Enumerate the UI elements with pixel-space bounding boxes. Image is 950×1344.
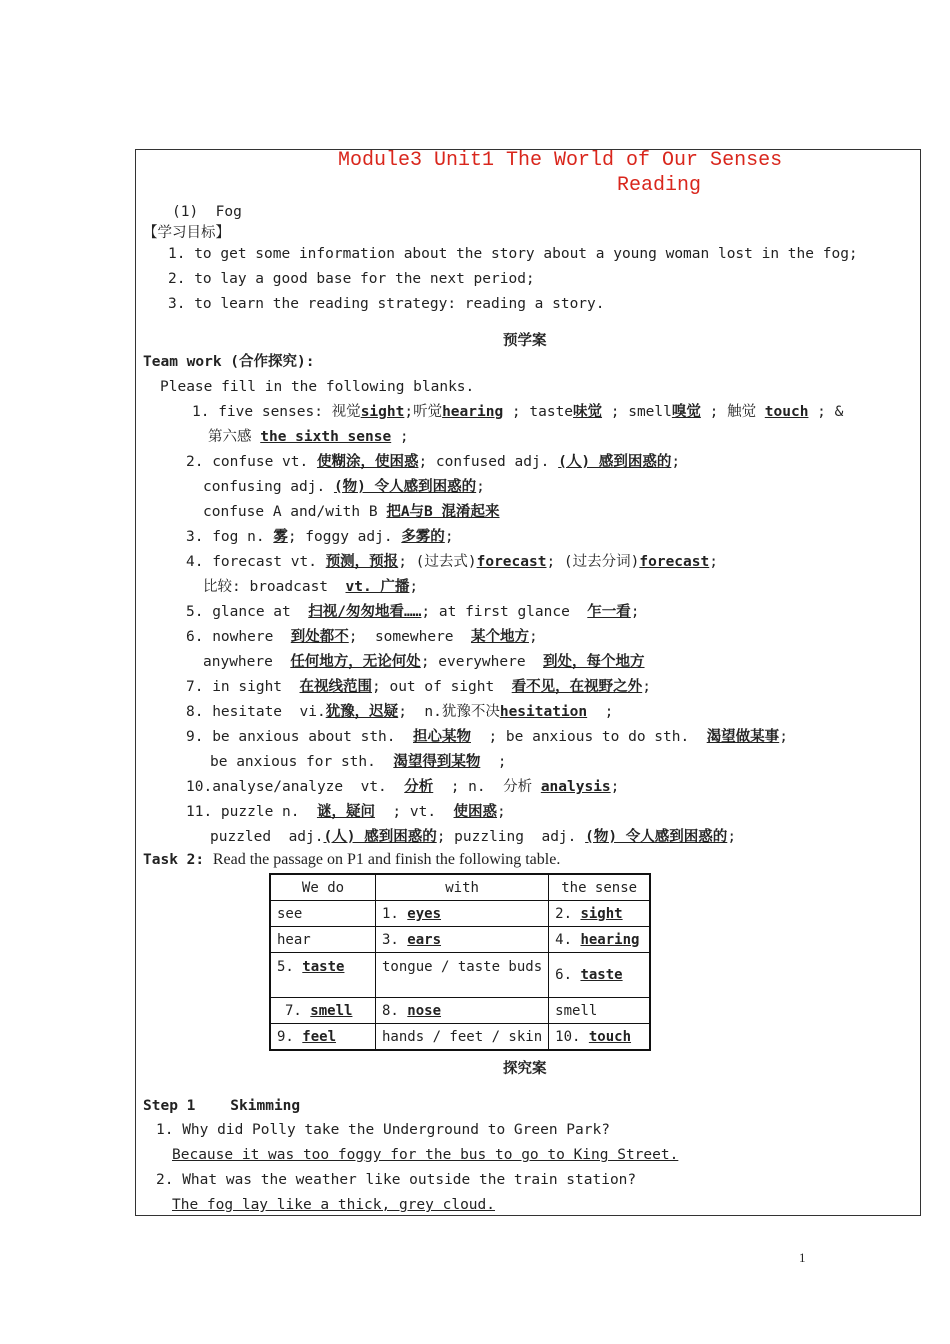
table-cell: 6. taste — [549, 953, 651, 998]
vocab-line-6: 6. nowhere 到处都不; somewhere 某个地方; — [186, 629, 538, 645]
page-number: 1 — [799, 1250, 806, 1265]
table-cell: 5. taste — [270, 953, 376, 998]
table-row — [270, 1024, 650, 1051]
explore-heading: 探究案 — [503, 1061, 547, 1077]
table-cell: 4. hearing — [549, 927, 651, 953]
table-cell: see — [270, 901, 376, 927]
lesson-label: (1) Fog — [172, 204, 242, 220]
vocab-line-4: 4. forecast vt. 预测，预报; (过去式)forecast; (过去分词)forecast; — [186, 554, 718, 570]
table-cell: hear — [270, 927, 376, 953]
vocab-line-5: 5. glance at 扫视/匆匆地看……; at first glance 乍一看; — [186, 604, 640, 620]
vocab-line-2b: confusing adj. (物) 令人感到困惑的; — [203, 479, 485, 495]
task2-label: Task 2: — [143, 852, 205, 868]
vocab-line-6b: anywhere 任何地方，无论何处; everywhere 到处，每个地方 — [203, 654, 645, 670]
table-header: We do — [270, 874, 376, 901]
table-cell: tongue / taste buds — [376, 953, 549, 998]
vocab-line-9b: be anxious for sth. 渴望得到某物 ; — [210, 754, 507, 770]
vocab-line-1b: 第六感 the sixth sense ; — [208, 429, 409, 445]
table-cell: 10. touch — [549, 1024, 651, 1051]
senses-table — [269, 873, 651, 1051]
vocab-line-4b: 比较: broadcast vt. 广播; — [203, 579, 419, 595]
vocab-line-3: 3. fog n. 雾; foggy adj. 多雾的; — [186, 529, 454, 545]
task2-text: Read the passage on P1 and finish the following table. — [212, 851, 561, 868]
table-header-row — [270, 874, 650, 901]
vocab-line-1: 1. five senses: 视觉sight;听觉hearing ; taste味觉 ; smell嗅觉 ; 触觉 touch ; & — [192, 404, 844, 420]
team-work-heading: Team work (合作探究): — [143, 354, 315, 370]
table-cell: 3. ears — [376, 927, 549, 953]
table-row — [270, 901, 650, 927]
answer-2: The fog lay like a thick, grey cloud. — [172, 1197, 496, 1213]
table-row — [270, 998, 650, 1024]
objectives-heading: 【学习目标】 — [143, 225, 230, 241]
page-subtitle: Reading — [617, 174, 702, 197]
vocab-line-10: 10.analyse/analyze vt. 分析 ; n. 分析 analysis; — [186, 779, 620, 795]
question-1: 1. Why did Polly take the Underground to Green Park? — [156, 1122, 610, 1138]
objective-item: 2. to lay a good base for the next period; — [168, 271, 535, 287]
instruction: Please fill in the following blanks. — [160, 379, 475, 395]
objective-item: 1. to get some information about the story about a young woman lost in the fog; — [168, 246, 858, 262]
table-cell: smell — [549, 998, 651, 1024]
vocab-line-11b: puzzled adj.(人) 感到困惑的; puzzling adj. (物) 令人感到困惑的; — [210, 829, 737, 845]
vocab-line-2c: confuse A and/with B 把A与B 混淆起来 — [203, 504, 500, 520]
vocab-line-7: 7. in sight 在视线范围; out of sight 看不见，在视野之外; — [186, 679, 651, 695]
vocab-line-8: 8. hesitate vi.犹豫，迟疑; n.犹豫不决hesitation ; — [186, 704, 614, 720]
answer-1: Because it was too foggy for the bus to go to King Street. — [172, 1147, 679, 1163]
table-cell: 7. smell — [270, 998, 376, 1024]
vocab-line-11: 11. puzzle n. 谜，疑问 ; vt. 使困惑; — [186, 804, 506, 820]
table-cell: 1. eyes — [376, 901, 549, 927]
table-cell: 8. nose — [376, 998, 549, 1024]
question-2: 2. What was the weather like outside the train station? — [156, 1172, 637, 1188]
preview-heading: 预学案 — [503, 333, 547, 349]
table-cell: 2. sight — [549, 901, 651, 927]
vocab-line-2: 2. confuse vt. 使糊涂，使困惑; confused adj. (人) 感到困惑的; — [186, 454, 681, 470]
page-title: Module3 Unit1 The World of Our Senses — [338, 149, 783, 172]
table-header: with — [376, 874, 549, 901]
table-header: the sense — [549, 874, 651, 901]
table-row — [270, 953, 650, 998]
table-cell: hands / feet / skin — [376, 1024, 549, 1051]
vocab-line-9: 9. be anxious about sth. 担心某物 ; be anxious to do sth. 渴望做某事; — [186, 729, 788, 745]
objective-item: 3. to learn the reading strategy: reading a story. — [168, 296, 605, 312]
task2-line — [143, 851, 560, 869]
table-cell: 9. feel — [270, 1024, 376, 1051]
table-row — [270, 927, 650, 953]
step1-heading: Step 1 Skimming — [143, 1098, 301, 1114]
